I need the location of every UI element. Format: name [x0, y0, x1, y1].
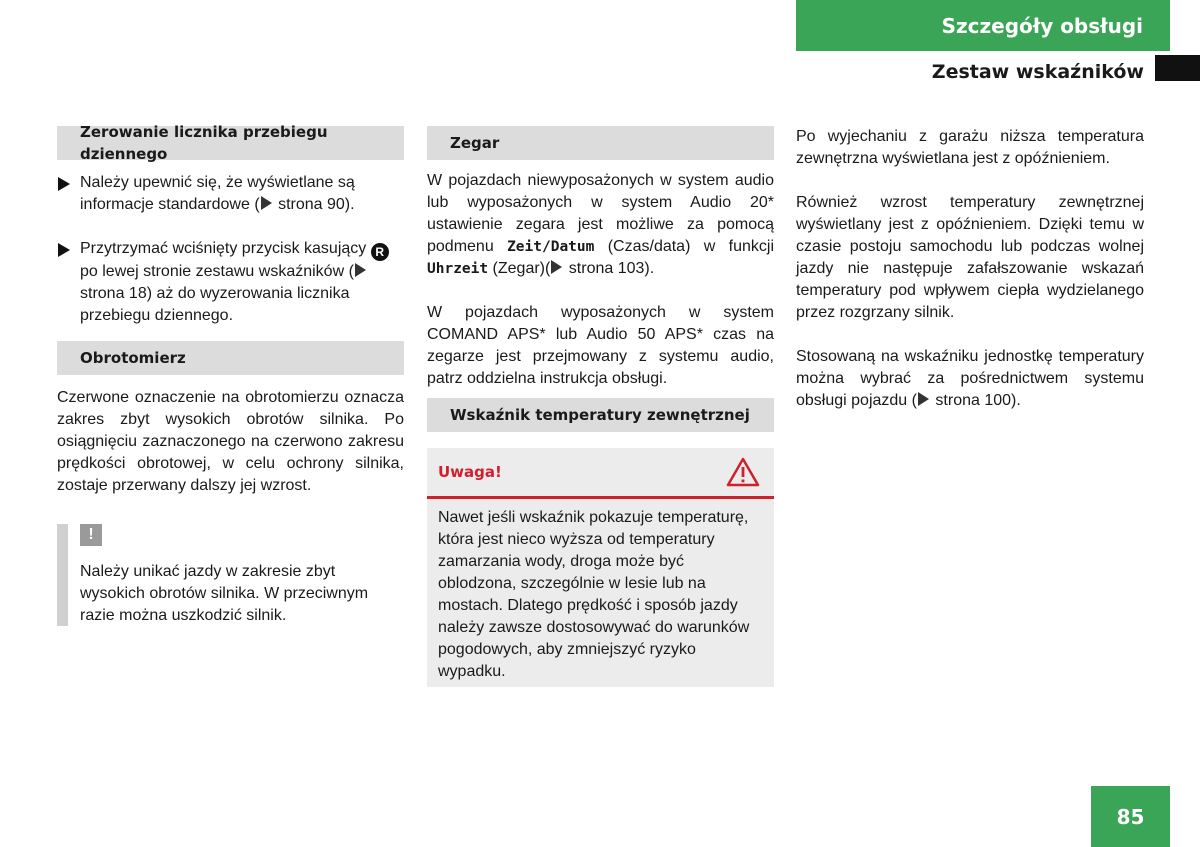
section-title: Zestaw wskaźników	[931, 61, 1144, 83]
heading-trip-reset: Zerowanie licznika przebiegu dziennego	[57, 126, 404, 160]
notice-stripe	[57, 524, 68, 626]
temp-text-2: Również wzrost temperatury zewnętrznej wyświetlany jest z opóźnieniem. Dzięki temu w czasie postoju samochodu lub podczas wolnej jazdy nie następuje zafałszowanie wskazań temperatury pod wpływem ciepła wydzielanego przez rozgrzany silnik.	[796, 194, 1144, 321]
temp-text-3: Stosowaną na wskaźniku jednostkę temperatury można wybrać za pośrednictwem systemu obsługi pojazdu ( strona 100).	[796, 348, 1144, 409]
warning-triangle-icon	[726, 457, 760, 487]
chapter-title: Szczegóły obsługi	[941, 13, 1143, 38]
trip-step-2: Przytrzymać wciśnięty przycisk kasujący R po lewej stronie zestawu wskaźników ( strona 18) aż do wyzerowania licznika przebiegu dziennego.	[57, 238, 404, 327]
chapter-tab	[796, 0, 1170, 51]
notice-box	[57, 524, 404, 627]
warning-title: Uwaga!	[438, 463, 502, 481]
exclamation-icon: !	[80, 524, 102, 546]
menu-zeit-datum: Zeit/Datum	[507, 239, 595, 255]
bullet-arrow-icon	[58, 177, 70, 191]
heading-tachometer: Obrotomierz	[57, 341, 404, 375]
temp-text-1: Po wyjechaniu z garażu niższa temperatura zewnętrzna wyświetlana jest z opóźnieniem.	[796, 128, 1144, 167]
clock-text: W pojazdach niewyposażonych w system audio lub wyposażonych w system Audio 20* ustawienie zegara jest możliwe za pomocą podmenu Zeit/Datum (Czas/data) w funkcji Uhrzeit (Zegar)( strona 103).	[427, 172, 774, 277]
arrow-right-icon[interactable]	[551, 260, 562, 274]
arrow-right-icon[interactable]	[918, 392, 929, 406]
column-left	[57, 123, 404, 627]
notice-text: Należy unikać jazdy w zakresie zbyt wysokich obrotów silnika. W przeciwnym razie można uszkodzić silnik.	[80, 563, 369, 624]
r-button-icon: R	[371, 243, 389, 261]
section-marker	[1155, 55, 1200, 81]
arrow-right-icon[interactable]	[261, 196, 272, 210]
heading-outside-temperature: Wskaźnik temperatury zewnętrznej	[427, 398, 774, 432]
warning-text: Nawet jeśli wskaźnik pokazuje temperaturę, która jest nieco wyższa od temperatury zamarzania wody, droga może być oblodzona, szczególnie w lesie lub na mostach. Dlatego prędkość i sposób jazdy należy zawsze dostosowywać do warunków pogodowych, aby zmniejszyć ryzyko wypadku.	[438, 509, 750, 680]
warning-box	[427, 448, 774, 687]
bullet-arrow-icon	[58, 243, 70, 257]
menu-uhrzeit: Uhrzeit	[427, 261, 489, 277]
trip-step-1: Należy upewnić się, że wyświetlane są informacje standardowe ( strona 90).	[57, 172, 404, 216]
column-middle	[427, 126, 774, 687]
heading-clock: Zegar	[427, 126, 774, 160]
page-number: 85	[1091, 786, 1170, 847]
arrow-right-icon[interactable]	[355, 263, 366, 277]
clock-text-2: W pojazdach wyposażonych w system COMAND APS* lub Audio 50 APS* czas na zegarze jest przejmowany z systemu audio, patrz oddzielna instrukcja obsługi.	[427, 304, 774, 387]
column-right	[796, 126, 1144, 412]
warning-header	[427, 448, 774, 499]
tachometer-text: Czerwone oznaczenie na obrotomierzu oznacza zakres zbyt wysokich obrotów silnika. Po osiągnięciu zaznaczonego na czerwono zakresu prędkości obrotowej, w celu ochrony silnika, zostaje przerwany dalszy jej wzrost.	[57, 389, 404, 494]
